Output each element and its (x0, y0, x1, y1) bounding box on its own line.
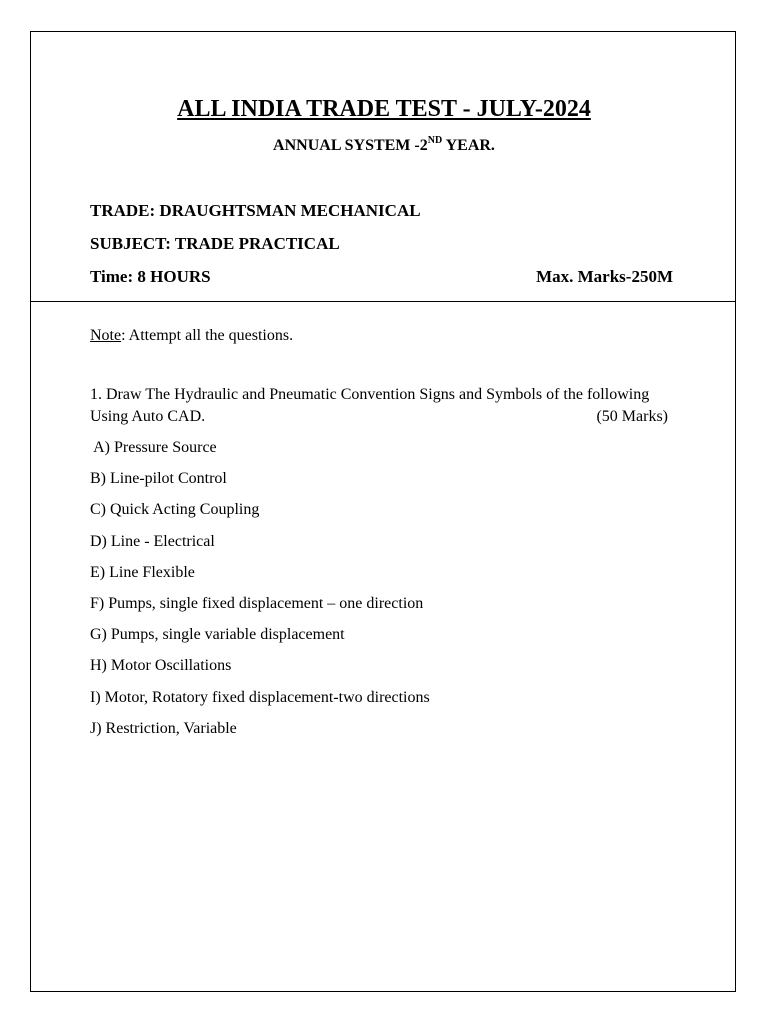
option-item: J) Restriction, Variable (90, 719, 237, 737)
option-item: B) Line-pilot Control (90, 470, 227, 488)
subtitle-prefix: ANNUAL SYSTEM -2 (273, 137, 428, 154)
question-1-line1: 1. Draw The Hydraulic and Pneumatic Convention Signs and Symbols of the following (90, 386, 650, 403)
time-line: Time: 8 HOURS (90, 267, 211, 286)
note-text: : Attempt all the questions. (121, 327, 294, 344)
header-divider (31, 301, 736, 302)
subject-line: SUBJECT: TRADE PRACTICAL (90, 234, 340, 253)
question-1-options (90, 437, 430, 749)
option-item: D) Line - Electrical (90, 532, 215, 550)
option-item: C) Quick Acting Coupling (90, 501, 260, 519)
question-1-line2-row (90, 406, 668, 428)
option-item: F) Pumps, single fixed displacement – one direction (90, 594, 424, 612)
option-item: E) Line Flexible (90, 563, 195, 581)
option-item: G) Pumps, single variable displacement (90, 626, 345, 644)
subtitle-superscript: ND (427, 135, 443, 146)
note (90, 325, 293, 347)
trade-line: TRADE: DRAUGHTSMAN MECHANICAL (90, 201, 421, 220)
max-marks: Max. Marks-250M (536, 267, 673, 286)
note-label: Note (90, 327, 122, 344)
question-1 (90, 384, 670, 428)
question-1-line2: Using Auto CAD. (90, 408, 206, 425)
option-item: H) Motor Oscillations (90, 657, 232, 675)
option-item: A) Pressure Source (90, 439, 217, 456)
exam-subtitle (0, 134, 768, 160)
question-1-marks: (50 Marks) (596, 408, 668, 425)
subtitle-suffix: YEAR. (442, 137, 495, 154)
option-item: I) Motor, Rotatory fixed displacement-two directions (90, 688, 430, 706)
exam-title: ALL INDIA TRADE TEST - JULY-2024 (177, 96, 591, 122)
